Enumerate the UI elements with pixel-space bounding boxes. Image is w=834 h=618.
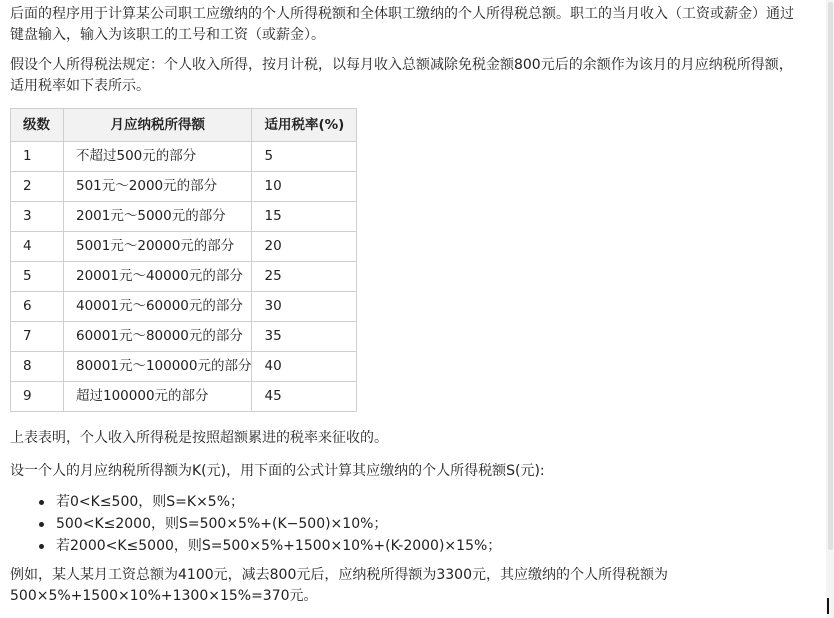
cell-rate: 45 xyxy=(252,382,357,412)
rule-text: 500<K≤2000，则S=500×5%+(K−500)×10%； xyxy=(56,516,388,532)
table-row xyxy=(11,232,357,262)
table-row xyxy=(11,382,357,412)
vertical-scrollbar[interactable] xyxy=(826,0,834,618)
cell-income-range: 不超过500元的部分 xyxy=(64,142,252,172)
rule-text: 若2000<K≤5000，则S=500×5%+1500×10%+(K-2000)×15%； xyxy=(56,538,502,554)
formula-list xyxy=(10,491,806,557)
cell-level: 8 xyxy=(11,352,64,382)
cell-rate: 15 xyxy=(252,202,357,232)
table-row xyxy=(11,292,357,322)
table-header-row xyxy=(11,109,357,142)
header-tax-rate: 适用税率(%) xyxy=(252,109,357,142)
list-item xyxy=(56,491,806,513)
cell-rate: 40 xyxy=(252,352,357,382)
list-item xyxy=(56,535,806,557)
cell-income-range: 80001元～100000元的部分 xyxy=(64,352,252,382)
cell-level: 5 xyxy=(11,262,64,292)
cell-income-range: 2001元～5000元的部分 xyxy=(64,202,252,232)
cell-income-range: 501元～2000元的部分 xyxy=(64,172,252,202)
list-item xyxy=(56,513,806,535)
document-body xyxy=(10,4,806,607)
bullet-icon xyxy=(39,522,44,527)
table-row xyxy=(11,172,357,202)
header-taxable-income: 月应纳税所得额 xyxy=(64,109,252,142)
scrollbar-thumb[interactable] xyxy=(828,2,833,550)
table-row xyxy=(11,322,357,352)
table-row xyxy=(11,202,357,232)
cell-level: 6 xyxy=(11,292,64,322)
cell-rate: 30 xyxy=(252,292,357,322)
tax-rate-table xyxy=(10,108,357,412)
table-row xyxy=(11,262,357,292)
cell-income-range: 60001元～80000元的部分 xyxy=(64,322,252,352)
cell-rate: 10 xyxy=(252,172,357,202)
rule-text: 若0<K≤500，则S=K×5%； xyxy=(56,494,245,510)
table-note-paragraph: 上表表明，个人收入所得税是按照超额累进的税率来征收的。 xyxy=(10,430,388,446)
example-paragraph: 例如，某人某月工资总额为4100元，减去800元后，应纳税所得额为3300元，其应缴纳的个人所得税额为500×5%+1500×10%+1300×15%=370元。 xyxy=(10,567,668,604)
cell-level: 1 xyxy=(11,142,64,172)
cell-income-range: 超过100000元的部分 xyxy=(64,382,252,412)
cell-rate: 20 xyxy=(252,232,357,262)
table-row xyxy=(11,142,357,172)
table-row xyxy=(11,352,357,382)
cell-level: 4 xyxy=(11,232,64,262)
cell-level: 2 xyxy=(11,172,64,202)
formula-intro-paragraph: 设一个人的月应纳税所得额为K(元)，用下面的公式计算其应缴纳的个人所得税额S(元): xyxy=(10,463,545,479)
intro-paragraph: 后面的程序用于计算某公司职工应缴纳的个人所得税额和全体职工缴纳的个人所得税总额。职工的当月收入（工资或薪金）通过键盘输入，输入为该职工的工号和工资（或薪金）。 xyxy=(10,6,794,43)
cell-income-range: 20001元～40000元的部分 xyxy=(64,262,252,292)
assumption-paragraph: 假设个人所得税法规定：个人收入所得，按月计税，以每月收入总额减除免税金额800元后的余额作为该月的月应纳税所得额，适用税率如下表所示。 xyxy=(10,57,793,94)
cell-rate: 25 xyxy=(252,262,357,292)
cell-level: 7 xyxy=(11,322,64,352)
cell-level: 9 xyxy=(11,382,64,412)
cell-rate: 5 xyxy=(252,142,357,172)
text-cursor xyxy=(827,598,829,614)
cell-income-range: 5001元～20000元的部分 xyxy=(64,232,252,262)
cell-income-range: 40001元～60000元的部分 xyxy=(64,292,252,322)
bullet-icon xyxy=(39,544,44,549)
cell-level: 3 xyxy=(11,202,64,232)
header-level: 级数 xyxy=(11,109,64,142)
bullet-icon xyxy=(39,500,44,505)
cell-rate: 35 xyxy=(252,322,357,352)
